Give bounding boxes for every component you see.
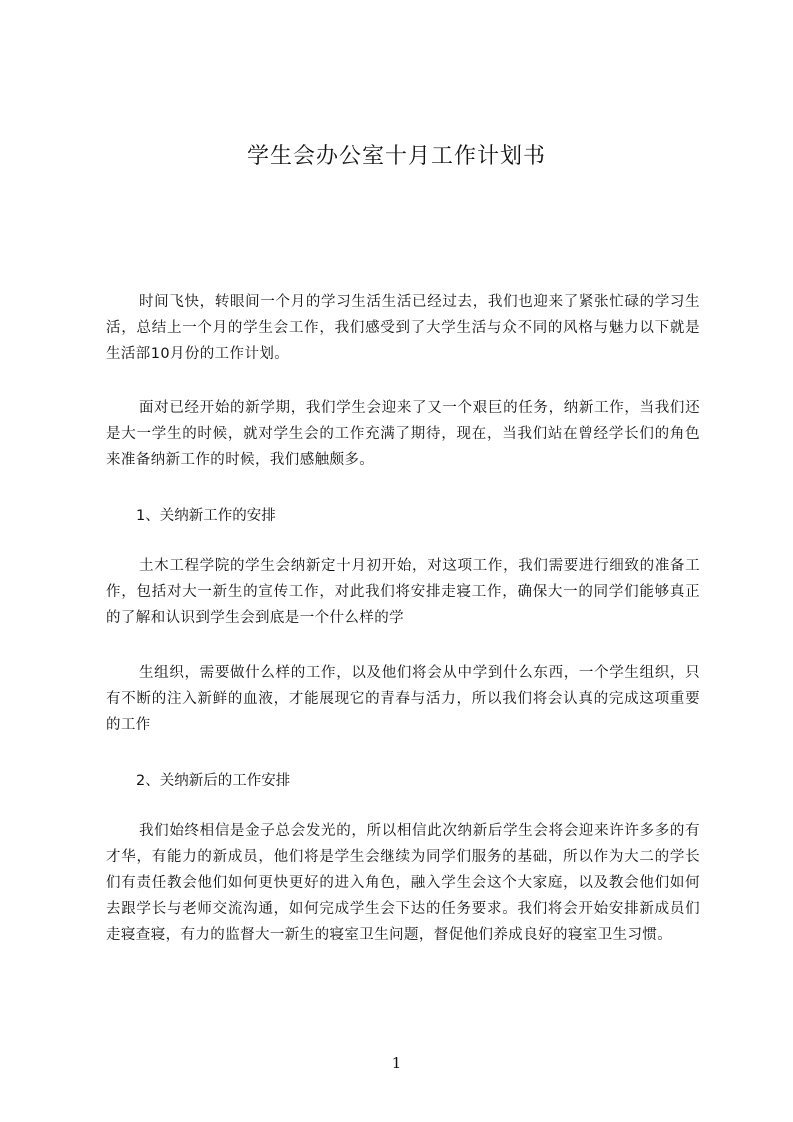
paragraph-new-semester: 面对已经开始的新学期，我们学生会迎来了又一个艰巨的任务，纳新工作，当我们还是大一学生的时候，就对学生会的工作充满了期待，现在，当我们站在曾经学长们的角色来准备纳新工作的时候，我们感触颇多。: [106, 400, 700, 468]
paragraph-student-organization: 生组织，需要做什么样的工作，以及他们将会从中学到什么东西，一个学生组织，只有不断的注入新鲜的血液，才能展现它的青春与活力，所以我们将会认真的完成这项重要的工作: [106, 665, 700, 733]
paragraph-after-recruitment: 我们始终相信是金子总会发光的，所以相信此次纳新后学生会将会迎来许许多多的有才华，有能力的新成员，他们将是学生会继续为同学们服务的基础，所以作为大二的学长们有责任教会他们如何更快更好的进入角色，融入学生会这个大家庭，以及教会他们如何去跟学长与老师交流沟通，如何完成学生会下达的任务要求。我们将会开始安排新成员们走寝查寝，有力的监督大一新生的寝室卫生问题，督促他们养成良好的寝室卫生习惯。: [106, 823, 700, 943]
paragraph-intro: 时间飞快，转眼间一个月的学习生活生活已经过去，我们也迎来了紧张忙碌的学习生活，总结上一个月的学生会工作，我们感受到了大学生活与众不同的风格与魅力以下就是生活部10月份的工作计划。: [106, 294, 700, 362]
section-heading-2: 2、关纳新后的工作安排: [136, 773, 291, 789]
paragraph-recruitment-prep: 土木工程学院的学生会纳新定十月初开始，对这项工作，我们需要进行细致的准备工作，包括对大一新生的宣传工作，对此我们将安排走寝工作，确保大一的同学们能够真正的了解和认识到学生会到底是一个什么样的学: [106, 558, 700, 626]
page-number: 1: [391, 1054, 402, 1072]
section-heading-1: 1、关纳新工作的安排: [136, 508, 276, 524]
document-title: 学生会办公室十月工作计划书: [246, 144, 546, 169]
